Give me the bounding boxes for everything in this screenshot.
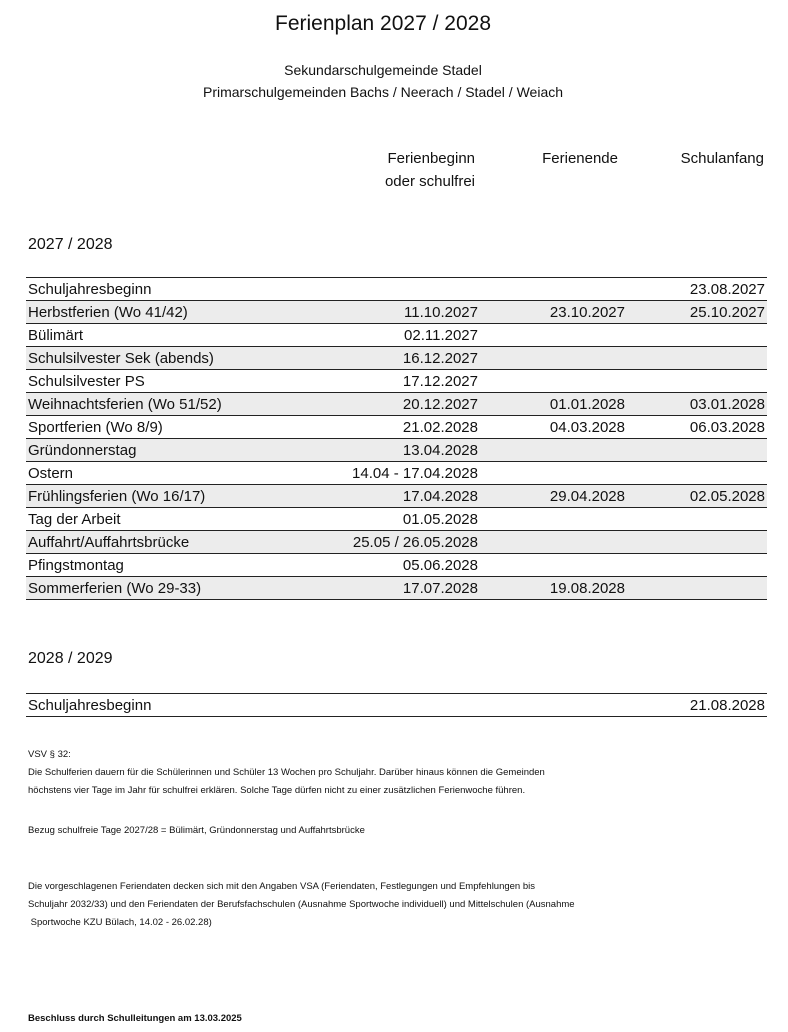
row-school-start — [627, 508, 767, 531]
row-start-date: 14.04 - 17.04.2028 — [330, 462, 480, 485]
row-label: Auffahrt/Auffahrtsbrücke — [26, 531, 330, 554]
row-label: Ostern — [26, 462, 330, 485]
vsv-text-line: Die Schulferien dauern für die Schülerinnen und Schüler 13 Wochen pro Schuljahr. Darüber hinaus können die Gemeinden — [28, 767, 545, 778]
row-school-start — [627, 462, 767, 485]
row-start-date: 16.12.2027 — [330, 347, 480, 370]
holiday-table-2027-2028 — [26, 277, 767, 600]
row-end-date — [480, 554, 627, 577]
row-end-date: 04.03.2028 — [480, 416, 627, 439]
row-school-start — [627, 370, 767, 393]
row-start-date: 17.12.2027 — [330, 370, 480, 393]
vsv-text-line: höchstens vier Tage im Jahr für schulfrei erklären. Solche Tage dürfen nicht zu einer zusätzlichen Ferienwoche führen. — [28, 785, 526, 796]
row-school-start — [627, 554, 767, 577]
row-end-date — [480, 370, 627, 393]
column-header-start-line1: Ferienbeginn — [387, 150, 475, 167]
row-school-start: 25.10.2027 — [627, 301, 767, 324]
row-school-start — [627, 347, 767, 370]
decision-note: Beschluss durch Schulleitungen am 13.03.2025 — [28, 1013, 242, 1024]
row-end-date: 19.08.2028 — [480, 577, 627, 600]
column-header-start-line2: oder schulfrei — [384, 173, 475, 190]
row-start-date: 01.05.2028 — [330, 508, 480, 531]
holiday-table-2028-2029 — [26, 693, 767, 717]
row-start-date: 25.05 / 26.05.2028 — [330, 531, 480, 554]
row-start-date: 11.10.2027 — [330, 301, 480, 324]
row-end-date — [480, 347, 627, 370]
row-end-date — [480, 439, 627, 462]
row-school-start — [627, 577, 767, 600]
row-end-date — [480, 694, 627, 717]
row-label: Pfingstmontag — [26, 554, 330, 577]
table-row — [26, 462, 767, 485]
row-label: Schuljahresbeginn — [26, 694, 330, 717]
row-start-date: 17.04.2028 — [330, 485, 480, 508]
row-label: Schulsilvester PS — [26, 370, 330, 393]
table-row — [26, 301, 767, 324]
row-start-date: 17.07.2028 — [330, 577, 480, 600]
reference-note: Bezug schulfreie Tage 2027/28 = Bülimärt, Gründonnerstag und Auffahrtsbrücke — [28, 825, 365, 836]
vsv-note — [28, 746, 545, 800]
table-row — [26, 485, 767, 508]
column-header-start — [300, 147, 475, 193]
section-heading-2027-2028: 2027 / 2028 — [28, 236, 113, 253]
row-end-date: 23.10.2027 — [480, 301, 627, 324]
row-end-date — [480, 462, 627, 485]
row-end-date — [480, 324, 627, 347]
row-label: Weihnachtsferien (Wo 51/52) — [26, 393, 330, 416]
row-end-date — [480, 531, 627, 554]
row-school-start: 02.05.2028 — [627, 485, 767, 508]
table-row — [26, 324, 767, 347]
column-header-school-start: Schulanfang — [680, 150, 764, 167]
vsa-text-line: Die vorgeschlagenen Feriendaten decken sich mit den Angaben VSA (Feriendaten, Festlegungen und Empfehlungen bis — [28, 881, 536, 892]
vsa-text-line: Schuljahr 2032/33) und den Feriendaten der Berufsfachschulen (Ausnahme Sportwoche individuell) und Mittelschulen (Ausnahme — [28, 899, 575, 910]
row-end-date — [480, 508, 627, 531]
row-school-start: 21.08.2028 — [627, 694, 767, 717]
row-start-date: 20.12.2027 — [330, 393, 480, 416]
row-label: Tag der Arbeit — [26, 508, 330, 531]
table-row — [26, 577, 767, 600]
row-school-start: 06.03.2028 — [627, 416, 767, 439]
subtitle-secondary-school: Sekundarschulgemeinde Stadel — [284, 62, 482, 78]
row-start-date — [330, 278, 480, 301]
page-title: Ferienplan 2027 / 2028 — [275, 12, 491, 35]
table-row — [26, 694, 767, 717]
row-label: Gründonnerstag — [26, 439, 330, 462]
row-start-date: 02.11.2027 — [330, 324, 480, 347]
row-school-start: 23.08.2027 — [627, 278, 767, 301]
table-row — [26, 439, 767, 462]
table-row — [26, 370, 767, 393]
row-start-date — [330, 694, 480, 717]
row-school-start: 03.01.2028 — [627, 393, 767, 416]
vsa-note — [28, 878, 575, 932]
row-label: Schuljahresbeginn — [26, 278, 330, 301]
row-start-date: 05.06.2028 — [330, 554, 480, 577]
vsa-text-line: Sportwoche KZU Bülach, 14.02 - 26.02.28) — [28, 917, 212, 928]
section-heading-2028-2029: 2028 / 2029 — [28, 650, 113, 667]
row-school-start — [627, 439, 767, 462]
row-label: Schulsilvester Sek (abends) — [26, 347, 330, 370]
row-end-date — [480, 278, 627, 301]
row-label: Bülimärt — [26, 324, 330, 347]
row-label: Herbstferien (Wo 41/42) — [26, 301, 330, 324]
column-header-end: Ferienende — [542, 150, 618, 167]
vsv-heading: VSV § 32: — [28, 749, 71, 760]
table-row — [26, 554, 767, 577]
row-label: Sportferien (Wo 8/9) — [26, 416, 330, 439]
table-row — [26, 347, 767, 370]
table-row — [26, 508, 767, 531]
row-school-start — [627, 324, 767, 347]
row-start-date: 13.04.2028 — [330, 439, 480, 462]
table-row — [26, 393, 767, 416]
subtitle-primary-schools: Primarschulgemeinden Bachs / Neerach / Stadel / Weiach — [202, 84, 564, 100]
table-row — [26, 416, 767, 439]
row-label: Sommerferien (Wo 29-33) — [26, 577, 330, 600]
row-start-date: 21.02.2028 — [330, 416, 480, 439]
row-label: Frühlingsferien (Wo 16/17) — [26, 485, 330, 508]
row-school-start — [627, 531, 767, 554]
row-end-date: 29.04.2028 — [480, 485, 627, 508]
table-row — [26, 278, 767, 301]
row-end-date: 01.01.2028 — [480, 393, 627, 416]
table-row — [26, 531, 767, 554]
